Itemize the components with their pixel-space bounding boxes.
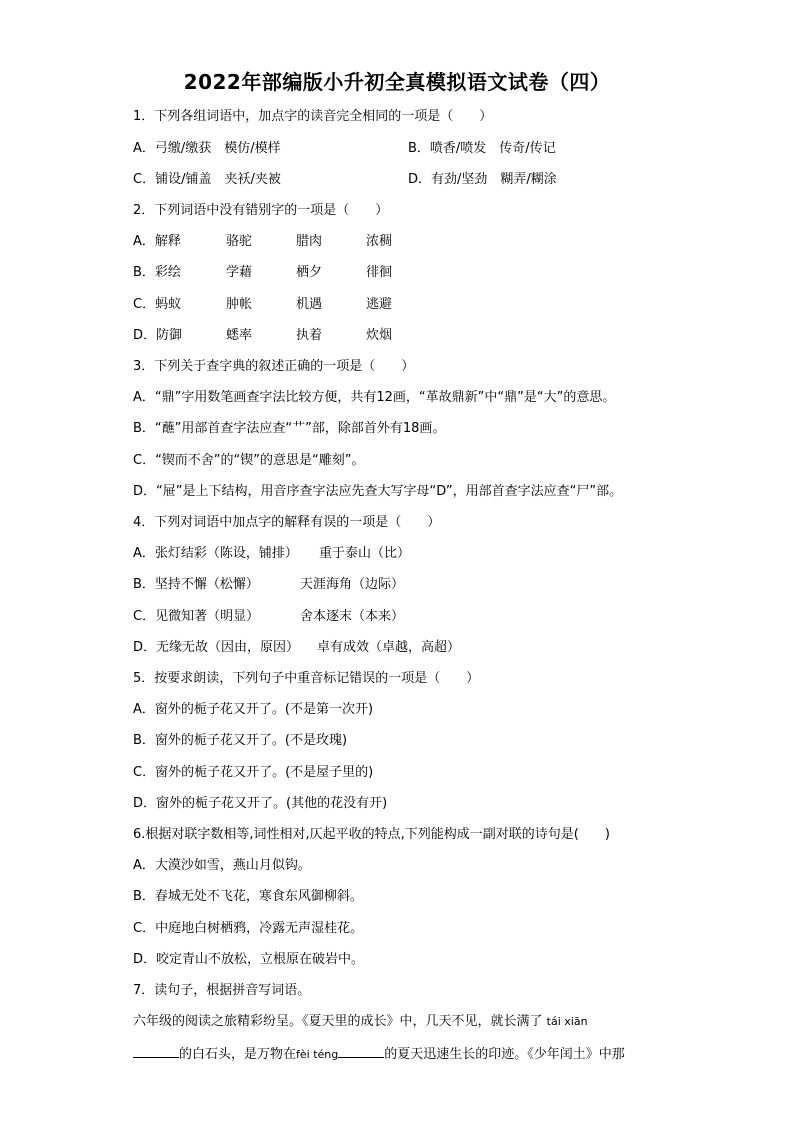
q1-option-a: A．弓缴/缴获 模仿/模样 (133, 141, 281, 156)
q4-b-part1: B．坚持不懈（松懈） (133, 577, 259, 592)
q3-option-b: B．“蘸”用部首查字法应查“艹”部，除部首外有18画。 (133, 421, 446, 436)
q4-option-a (133, 545, 410, 563)
q2-b-word2: 学藉 (226, 265, 253, 280)
q6-option-c: C．中庭地白树栖鸦，冷露无声湿桂花。 (133, 921, 364, 936)
q6-option-d: D．咬定青山不放松，立根原在破岩中。 (133, 952, 365, 967)
q2-b-word4: 徘徊 (366, 265, 393, 280)
q6-option-a: A．大漠沙如雪，燕山月似钩。 (133, 858, 311, 873)
q7-text2: 的白石头，是万物在 (179, 1047, 297, 1062)
q5-option-a: A．窗外的栀子花又开了。(不是第一次开) (133, 702, 374, 717)
q2-c-word2: 肿帐 (226, 297, 253, 312)
q7-text1: 六年级的阅读之旅精彩纷呈。《夏天里的成长》中，几天不见，就长满了 (133, 1014, 543, 1029)
q7-pinyin1: tái xiān (546, 1015, 588, 1028)
q1-option-b: B．喷香/喷发 传奇/传记 (408, 141, 556, 156)
q6-option-b: B．春城无处不飞花，寒食东风御柳斜。 (133, 889, 363, 904)
q2-stem: 2．下列词语中没有错别字的一项是（ ） (133, 203, 389, 218)
q3-option-a: A．“鼎”字用数笔画查字法比较方便，共有12画，“革故鼎新”中“鼎”是“大”的意思。 (133, 390, 616, 405)
q4-a-part1: A．张灯结彩（陈设，铺排） (133, 546, 298, 561)
q3-stem: 3．下列关于查字典的叙述正确的一项是（ ） (133, 359, 415, 374)
q2-a-word1: A．解释 (133, 234, 181, 249)
q7-paragraph-line1 (133, 1013, 588, 1031)
q2-b-word3: 栖夕 (296, 265, 323, 280)
q7-blank1[interactable] (133, 1045, 179, 1058)
q2-option-d (133, 327, 392, 345)
q4-option-b (133, 576, 404, 594)
q1-option-c: C．铺设/铺盖 夹袄/夹被 (133, 172, 281, 187)
q5-option-b: B．窗外的栀子花又开了。(不是玫瑰) (133, 733, 348, 748)
q4-c-part1: C．见微知著（明显） (133, 609, 260, 624)
q4-stem: 4．下列对词语中加点字的解释有误的一项是（ ） (133, 515, 441, 530)
q4-option-c (133, 608, 404, 626)
q7-blank2[interactable] (338, 1045, 384, 1058)
q5-option-c: C．窗外的栀子花又开了。(不是屋子里的) (133, 765, 374, 780)
q7-stem: 7．读句子，根据拼音写词语。 (133, 983, 311, 998)
q2-c-word1: C．蚂蚁 (133, 297, 182, 312)
q2-a-word4: 浓稠 (366, 234, 393, 249)
page-title: 2022年部编版小升初全真模拟语文试卷（四） (183, 70, 611, 94)
q4-c-part2: 舍本逐末（本来） (300, 609, 405, 624)
q4-b-part2: 天涯海角（边际） (300, 577, 405, 592)
q1-option-d: D．有劲/坚劲 糊弄/糊涂 (408, 172, 557, 187)
q4-option-d (133, 639, 460, 657)
q2-a-word3: 腊肉 (296, 234, 323, 249)
q4-a-part2: 重于泰山（比） (319, 546, 411, 561)
q2-b-word1: B．彩绘 (133, 265, 181, 280)
q2-d-word3: 执着 (296, 328, 323, 343)
q4-d-part2: 卓有成效（卓越，高超） (317, 640, 461, 655)
q5-option-d: D．窗外的栀子花又开了。(其他的花没有开) (133, 796, 388, 811)
q3-option-c: C．“锲而不舍”的“锲”的意思是“雕刻”。 (133, 453, 365, 468)
q2-d-word4: 炊烟 (366, 328, 393, 343)
q1-stem: 1．下列各组词语中，加点字的读音完全相同的一项是（ ） (133, 109, 493, 124)
q2-a-word2: 骆驼 (226, 234, 253, 249)
q2-d-word2: 蟋率 (226, 328, 253, 343)
q2-c-word4: 逃避 (366, 297, 393, 312)
q4-d-part1: D．无缘无故（因由，原因） (133, 640, 300, 655)
q2-c-word3: 机遇 (296, 297, 323, 312)
q7-pinyin2: fèi téng (296, 1048, 339, 1061)
q2-option-a (133, 233, 392, 251)
q2-option-c (133, 296, 392, 314)
q6-stem: 6.根据对联字数相等,词性相对,仄起平收的特点,下列能构成一副对联的诗句是( ) (133, 827, 610, 842)
q3-option-d: D．“屉”是上下结构，用音序查字法应先查大写字母“D”，用部首查字法应查“尸”部。 (133, 484, 623, 499)
q2-d-word1: D．防御 (133, 328, 183, 343)
q2-option-b (133, 264, 392, 282)
q7-text3: 的夏天迅速生长的印迹。《少年闰土》中那 (384, 1047, 625, 1062)
q7-paragraph-line2 (133, 1045, 625, 1064)
q5-stem: 5．按要求朗读，下列句子中重音标记错误的一项是（ ） (133, 671, 480, 686)
